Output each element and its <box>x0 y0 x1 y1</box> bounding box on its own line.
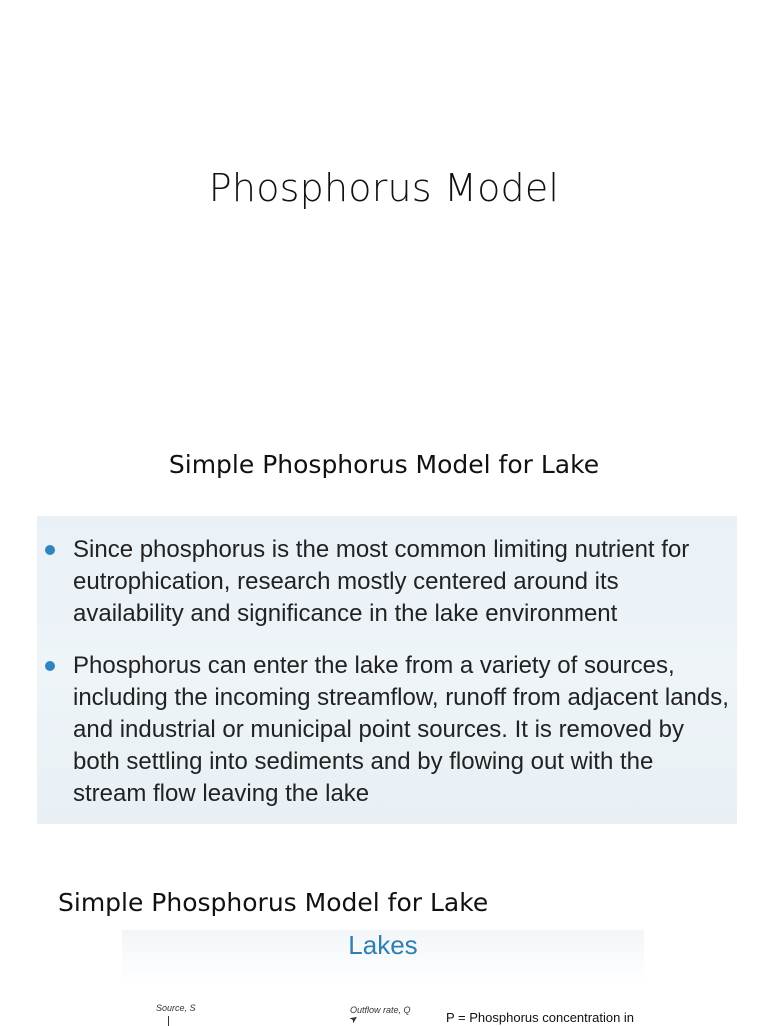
bullet-dot-icon <box>45 545 55 555</box>
bullet-dot-icon <box>45 661 55 671</box>
slide-title: Phosphorus Model <box>208 166 560 210</box>
source-label: Source, S <box>156 1003 196 1013</box>
outflow-label: Outflow rate, Q <box>350 1005 411 1015</box>
phosphorus-definition: P = Phosphorus concentration in <box>446 1010 635 1025</box>
source-line-icon <box>168 1016 169 1026</box>
bullet-panel <box>37 516 737 824</box>
bullet-text: Phosphorus can enter the lake from a variety of sources, including the incoming streamflow, runoff from adjacent lands, and industrial or municipal point sources. It is removed by both settling into sediments and by flowing out with the stream flow leaving the lake <box>73 652 729 807</box>
section-heading-lake-model-diagram: Simple Phosphorus Model for Lake <box>58 888 489 917</box>
section-heading-lake-model: Simple Phosphorus Model for Lake <box>168 450 600 479</box>
outflow-arrow-icon: ➤ <box>347 1012 361 1026</box>
lakes-diagram-title: Lakes <box>348 930 418 960</box>
lakes-diagram-panel <box>122 930 644 1024</box>
bullet-text: Since phosphorus is the most common limiting nutrient for eutrophication, research mostly centered around its availability and significance in the lake environment <box>73 536 690 627</box>
